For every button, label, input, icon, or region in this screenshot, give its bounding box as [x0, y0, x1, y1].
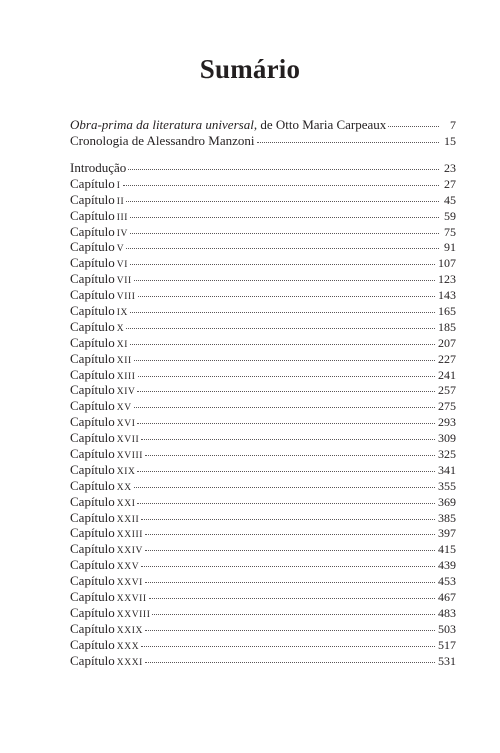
chapter-word: Capítulo [70, 493, 115, 509]
dot-leader [130, 216, 439, 218]
dot-leader [137, 470, 435, 472]
page-number: 207 [438, 335, 456, 350]
chapter-numeral: XXI [116, 498, 136, 509]
chapter-numeral: I [116, 180, 121, 191]
page-number: 293 [438, 415, 456, 430]
toc-entry-chapter[interactable] [70, 430, 456, 446]
chapter-word: Capítulo [70, 239, 115, 255]
page-number: 453 [438, 574, 456, 589]
toc-entry-chapter[interactable] [70, 176, 456, 192]
page-number: 185 [438, 319, 456, 334]
page-number: 27 [444, 176, 456, 191]
chapter-numeral: VII [116, 276, 132, 287]
chapter-word: Capítulo [70, 334, 115, 350]
dot-leader [149, 597, 435, 599]
chapter-numeral: XVI [116, 419, 136, 430]
chapter-word: Capítulo [70, 191, 115, 207]
toc-entry-chapter[interactable] [70, 525, 456, 541]
entry-title-rest: Cronologia de Alessandro Manzoni [70, 132, 255, 148]
page-number: 7 [450, 118, 456, 132]
chapter-word: Capítulo [70, 557, 115, 573]
chapter-word: Capítulo [70, 636, 115, 652]
dot-leader [257, 141, 440, 143]
page-number: 91 [444, 240, 456, 255]
chapter-numeral: XXXI [116, 657, 143, 668]
toc-entry-chapter[interactable] [70, 494, 456, 510]
chapter-word: Capítulo [70, 446, 115, 462]
page-number: 503 [438, 621, 456, 636]
dot-leader [152, 613, 435, 615]
page-number: 369 [438, 494, 456, 509]
chapter-word: Capítulo [70, 430, 115, 446]
page-number: 241 [438, 367, 456, 382]
dot-leader [145, 661, 435, 663]
page-number: 415 [438, 542, 456, 557]
toc-entry-chapter[interactable] [70, 478, 456, 494]
dot-leader [145, 629, 435, 631]
dot-leader [126, 327, 435, 329]
dot-leader [145, 533, 435, 535]
toc-entry-chapter[interactable] [70, 541, 456, 557]
chapter-word: Capítulo [70, 382, 115, 398]
page-number: 531 [438, 653, 456, 668]
chapter-numeral: XIV [116, 387, 136, 398]
page-number: 325 [438, 447, 456, 462]
chapter-word: Capítulo [70, 414, 115, 430]
toc-entry-chapter[interactable] [70, 224, 456, 240]
dot-leader [141, 565, 435, 567]
entry-title-italic: Obra-prima da literatura universal [70, 117, 254, 132]
dot-leader [130, 263, 435, 265]
page-title: Sumário [199, 54, 301, 85]
entry-title-rest: , de Otto Maria Carpeaux [253, 117, 387, 132]
page-number: 165 [438, 304, 456, 319]
toc-entry-chapter[interactable] [70, 287, 456, 303]
page-number: 439 [438, 558, 456, 573]
dot-leader [138, 375, 435, 377]
dot-leader [141, 518, 435, 520]
chapter-word: Capítulo [70, 303, 115, 319]
chapter-numeral: VIII [116, 292, 136, 303]
toc-entry-chapter[interactable] [70, 589, 456, 605]
page-number: 23 [444, 161, 456, 175]
chapter-word: Capítulo [70, 271, 115, 287]
chapter-numeral: XXVII [116, 594, 147, 605]
page-number: 517 [438, 637, 456, 652]
toc-entry-chapter[interactable] [70, 621, 456, 637]
toc-entry-chapter[interactable] [70, 557, 456, 573]
dot-leader [134, 359, 435, 361]
page-number: 385 [438, 510, 456, 525]
chapter-word: Capítulo [70, 461, 115, 477]
chapter-numeral: XXIII [116, 530, 143, 541]
dot-leader [138, 295, 435, 297]
entry-title: Introdução [70, 160, 127, 175]
toc-entry-introducao[interactable] [70, 160, 456, 176]
toc-entry-chapter[interactable] [70, 382, 456, 398]
entry-title [70, 117, 386, 133]
chapter-word: Capítulo [70, 287, 115, 303]
dot-leader [126, 200, 439, 202]
dot-leader [134, 406, 435, 408]
dot-leader [134, 486, 435, 488]
toc-entry-chapter[interactable] [70, 192, 456, 208]
toc-entry-chapter[interactable] [70, 271, 456, 287]
toc-entry-chapter[interactable] [70, 573, 456, 589]
chapter-numeral: VI [116, 260, 129, 271]
chapter-numeral: XXIX [116, 625, 143, 636]
toc-entry-chapter[interactable] [70, 303, 456, 319]
page-number: 107 [438, 256, 456, 271]
page-number: 59 [444, 208, 456, 223]
toc-entry-chapter[interactable] [70, 637, 456, 653]
chapter-word: Capítulo [70, 207, 115, 223]
chapter-word: Capítulo [70, 366, 115, 382]
chapter-word: Capítulo [70, 318, 115, 334]
page-number: 123 [438, 272, 456, 287]
chapter-word: Capítulo [70, 398, 115, 414]
toc-entry-chapter[interactable] [70, 414, 456, 430]
chapter-numeral: XXX [116, 641, 140, 652]
page-number: 45 [444, 192, 456, 207]
dot-leader [145, 454, 435, 456]
page-number: 15 [444, 133, 456, 148]
dot-leader [141, 438, 435, 440]
toc-entry-chapter[interactable] [70, 446, 456, 462]
chapter-numeral: XIX [116, 466, 136, 477]
toc-entry-obra-prima[interactable] [70, 117, 456, 133]
toc-entry-chapter[interactable] [70, 255, 456, 271]
chapter-numeral: XII [116, 355, 132, 366]
dot-leader [130, 232, 439, 234]
chapter-numeral: XXII [116, 514, 140, 525]
page-number: 275 [438, 399, 456, 414]
toc-entry-chapter[interactable] [70, 398, 456, 414]
page-number: 483 [438, 605, 456, 620]
chapter-word: Capítulo [70, 350, 115, 366]
page-number: 355 [438, 478, 456, 493]
dot-leader [137, 502, 435, 504]
dot-leader [130, 343, 435, 345]
chapter-numeral: X [116, 323, 125, 334]
chapter-word: Capítulo [70, 573, 115, 589]
chapter-word: Capítulo [70, 604, 115, 620]
toc-entry-chapter[interactable] [70, 462, 456, 478]
dot-leader [134, 279, 435, 281]
chapter-numeral: XXVI [116, 578, 143, 589]
chapter-numeral: XV [116, 403, 132, 414]
toc-entry-chapter[interactable] [70, 351, 456, 367]
dot-leader [128, 168, 439, 170]
page-number: 467 [438, 590, 456, 605]
chapter-word: Capítulo [70, 652, 115, 668]
chapter-word: Capítulo [70, 620, 115, 636]
chapter-word: Capítulo [70, 589, 115, 605]
chapter-numeral: V [116, 244, 125, 255]
page-number: 75 [444, 224, 456, 239]
front-matter-list [70, 117, 456, 149]
toc-entry-cronologia[interactable] [70, 133, 456, 149]
chapter-word: Capítulo [70, 525, 115, 541]
dot-leader [126, 247, 439, 249]
toc-entry-chapter[interactable] [70, 367, 456, 383]
chapter-word: Capítulo [70, 255, 115, 271]
chapter-word: Capítulo [70, 477, 115, 493]
page-number: 143 [438, 288, 456, 303]
dot-leader [123, 184, 439, 186]
chapter-list [70, 160, 456, 669]
toc-entry-chapter[interactable] [70, 605, 456, 621]
page-number: 341 [438, 462, 456, 477]
page-number: 257 [438, 383, 456, 398]
dot-leader [145, 549, 435, 551]
dot-leader [141, 645, 435, 647]
chapter-numeral: XIII [116, 371, 136, 382]
chapter-numeral: IV [116, 228, 129, 239]
chapter-word: Capítulo [70, 223, 115, 239]
dot-leader [145, 581, 435, 583]
chapter-numeral: XVIII [116, 451, 143, 462]
toc-entry-chapter[interactable] [70, 208, 456, 224]
chapter-word: Capítulo [70, 175, 115, 191]
dot-leader [130, 311, 435, 313]
chapter-word: Capítulo [70, 509, 115, 525]
toc-entry-chapter[interactable] [70, 653, 456, 669]
chapter-numeral: II [116, 196, 125, 207]
chapter-numeral: XVII [116, 435, 140, 446]
chapter-numeral: XX [116, 482, 132, 493]
dot-leader [137, 390, 435, 392]
dot-leader [388, 125, 439, 127]
chapter-numeral: IX [116, 308, 129, 319]
chapter-numeral: XXVIII [116, 609, 151, 620]
page-number: 309 [438, 431, 456, 446]
toc-entry-chapter[interactable] [70, 335, 456, 351]
chapter-numeral: XI [116, 339, 129, 350]
toc-entry-chapter[interactable] [70, 510, 456, 526]
dot-leader [137, 422, 435, 424]
chapter-numeral: III [116, 212, 129, 223]
entry-title [70, 133, 255, 149]
page-number: 397 [438, 526, 456, 541]
chapter-numeral: XXIV [116, 546, 143, 557]
chapter-word: Capítulo [70, 541, 115, 557]
entry-title [70, 653, 143, 672]
chapter-numeral: XXV [116, 562, 140, 573]
page-number: 227 [438, 351, 456, 366]
